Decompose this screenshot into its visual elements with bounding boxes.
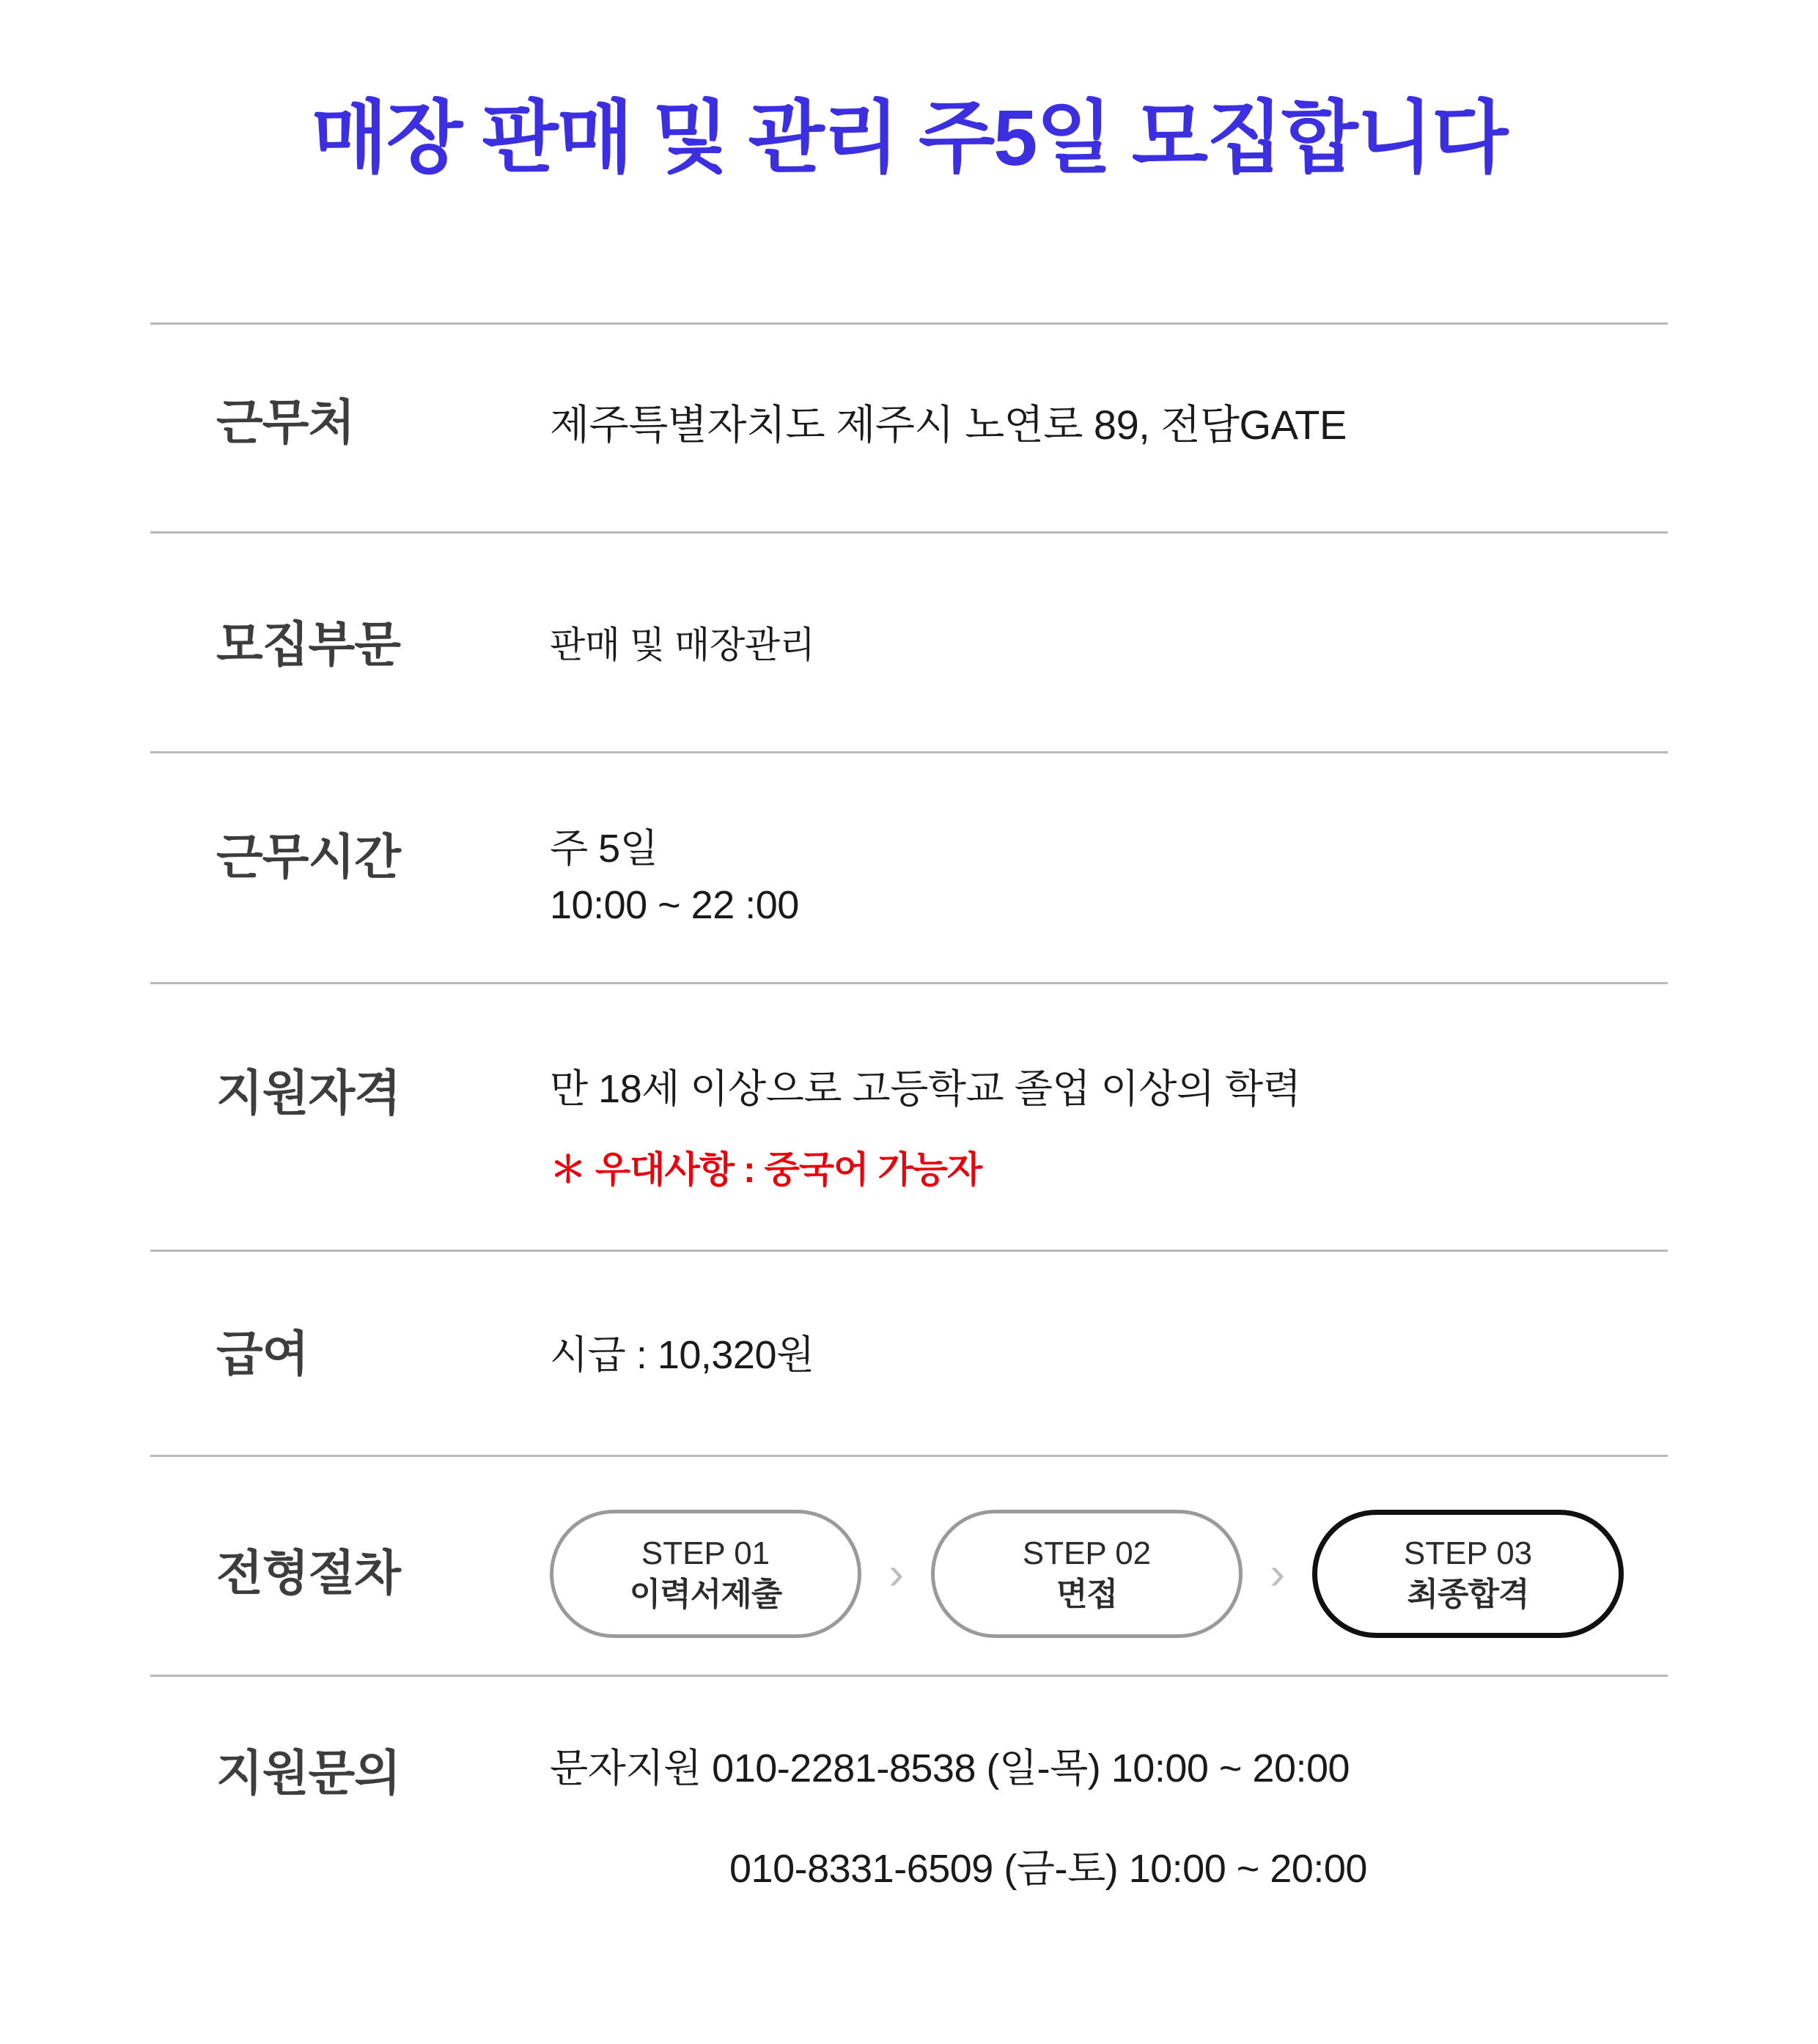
- row-label-contact: 지원문의: [216, 1746, 401, 1800]
- details-table: [150, 322, 1668, 1916]
- process-step-3: [1312, 1510, 1624, 1638]
- chevron-right-icon-2: ›: [1270, 1548, 1285, 1599]
- table-row-workplace: [150, 322, 1668, 531]
- contact-line-2: 010-8331-6509 (금-토) 10:00 ~ 20:00: [729, 1847, 1367, 1891]
- row-value-process: [550, 1457, 1668, 1638]
- page-title: 매장 판매 및 관리 주5일 모집합니다: [311, 93, 1507, 182]
- table-row-process: [150, 1455, 1668, 1675]
- row-label-salary: 급여: [216, 1327, 309, 1381]
- table-row-position: [150, 531, 1668, 751]
- process-step-2-name: 면접: [1056, 1576, 1117, 1612]
- process-step-2: [931, 1510, 1243, 1638]
- row-value-salary: 시급 : 10,320원: [550, 1333, 814, 1377]
- hours-line-1: 주 5일: [550, 827, 658, 871]
- row-label-workplace: 근무처: [216, 395, 355, 449]
- process-step-1-name: 이력서제출: [629, 1576, 782, 1612]
- row-value-contact: [550, 1677, 1668, 1894]
- row-label-position: 모집부문: [216, 617, 401, 671]
- hours-line-2: 10:00 ~ 22 :00: [550, 882, 799, 927]
- row-value-workplace: 제주특별자치도 제주시 노연로 89, 전담GATE: [550, 402, 1347, 448]
- row-value-qualification: [550, 984, 1668, 1193]
- qualification-text: 만 18세 이상으로 고등학교 졸업 이상의 학력: [550, 1067, 1301, 1111]
- qualification-preference-note: ＊ 우대사항 : 중국어 가능자: [550, 1149, 982, 1190]
- table-row-salary: [150, 1250, 1668, 1455]
- process-step-1-number: STEP 01: [641, 1535, 770, 1571]
- table-row-contact: [150, 1675, 1668, 1916]
- process-step-2-number: STEP 02: [1022, 1535, 1152, 1571]
- row-label-process: 전형절차: [216, 1546, 401, 1600]
- row-label-hours: 근무시간: [216, 830, 401, 884]
- process-step-1: [550, 1510, 861, 1638]
- row-value-position: 판매 및 매장관리: [550, 624, 815, 665]
- row-label-qualification: 지원자격: [216, 1066, 401, 1120]
- process-steps: [550, 1510, 1668, 1638]
- row-value-hours: [550, 753, 1668, 933]
- process-step-3-number: STEP 03: [1403, 1535, 1533, 1571]
- table-row-hours: [150, 751, 1668, 982]
- chevron-right-icon-1: ›: [888, 1548, 904, 1599]
- table-row-qualification: [150, 982, 1668, 1250]
- process-step-3-name: 최종합격: [1407, 1576, 1529, 1612]
- contact-line-1: 문자지원 010-2281-8538 (일-목) 10:00 ~ 20:00: [550, 1746, 1350, 1790]
